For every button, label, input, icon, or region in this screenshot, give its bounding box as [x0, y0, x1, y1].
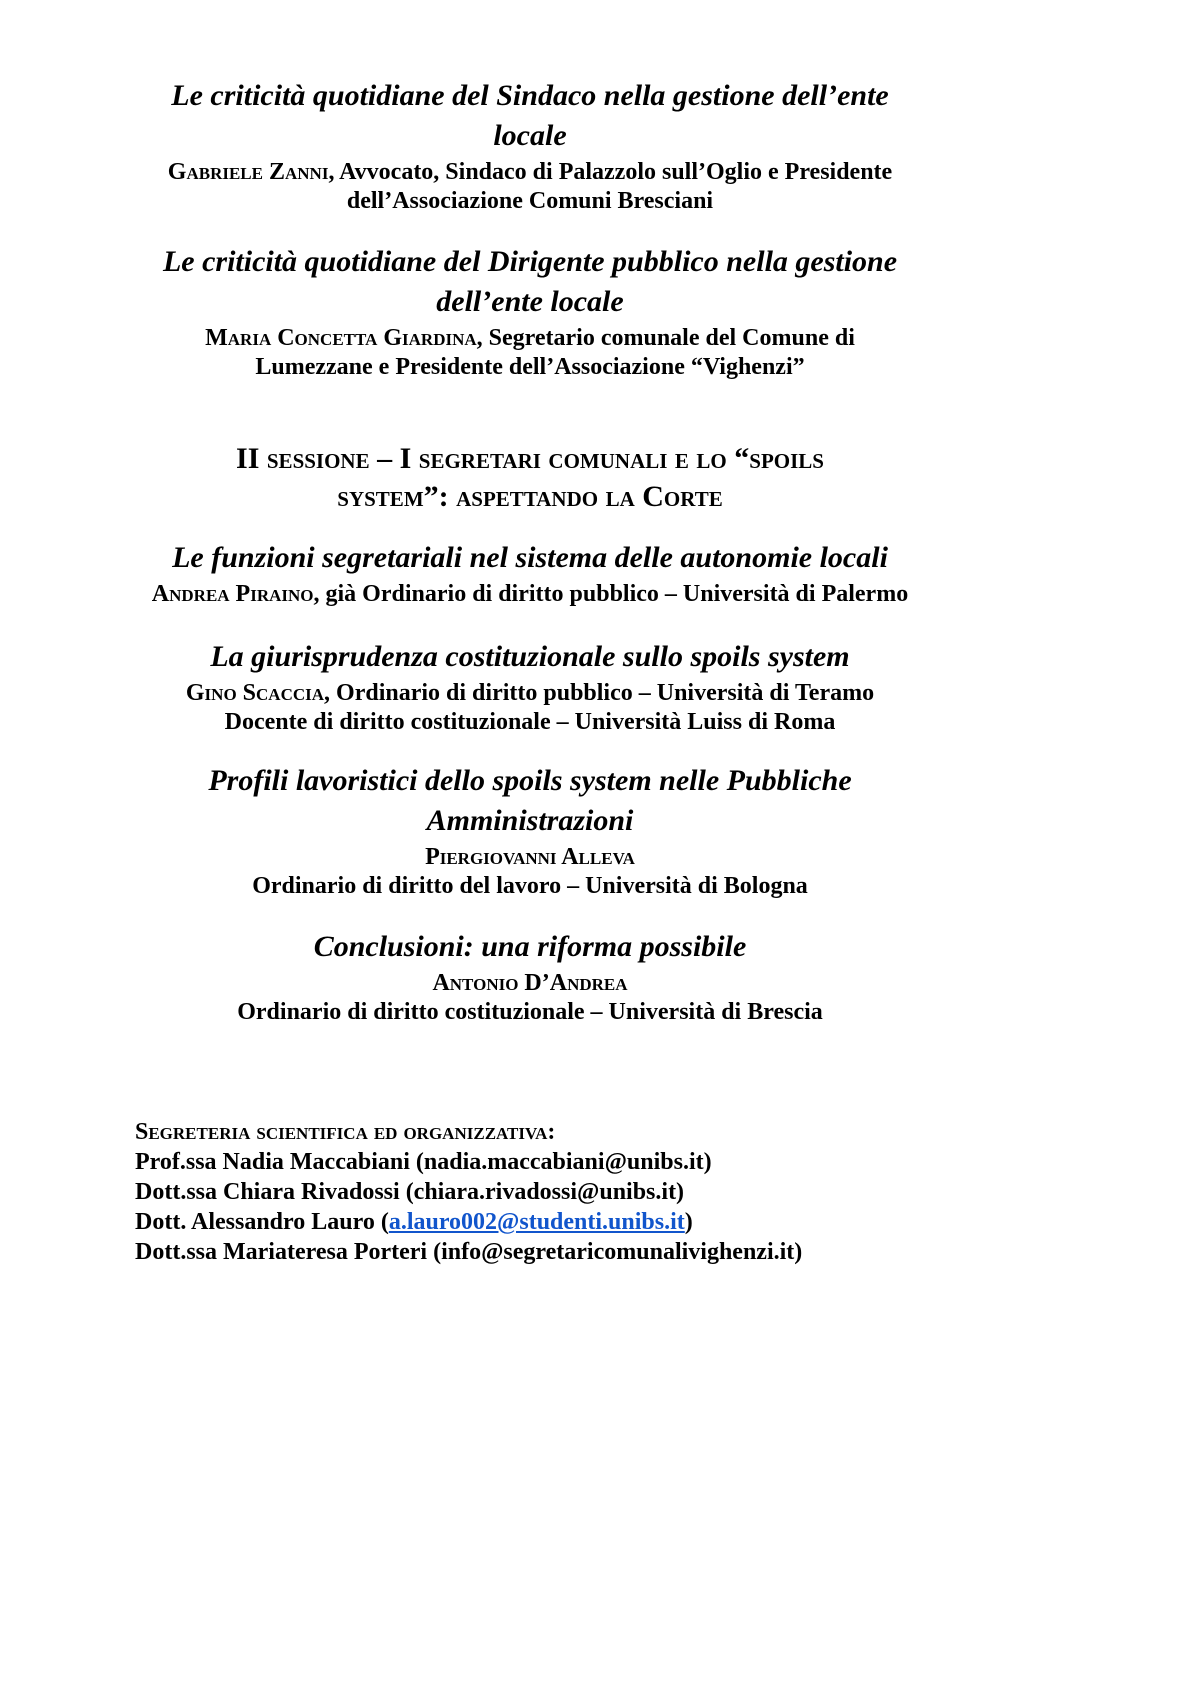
- speaker-line-text: [152, 580, 908, 609]
- email-link[interactable]: a.lauro002@studenti.unibs.it: [388, 1209, 685, 1235]
- talk-title-text: La giurisprudenza costituzionale sullo spoils system: [210, 640, 850, 673]
- speaker-role: Ordinario di diritto del lavoro – Università di Bologna: [252, 873, 808, 899]
- speaker-name: Gino Scaccia: [185, 680, 325, 706]
- secretariat-contact-lauro: [135, 1207, 925, 1237]
- talk-1-speaker: [135, 158, 925, 216]
- speaker-role: , Avvocato, Sindaco di Palazzolo sull’Oglio e Presidente: [328, 159, 893, 185]
- talk-title-text: Amministrazioni: [426, 804, 634, 837]
- talk-1-title: [135, 76, 925, 156]
- talk-5-speaker-line-1: [135, 843, 925, 872]
- contact-prefix: Dott. Alessandro Lauro (: [135, 1209, 389, 1235]
- talk-3-speaker-line-1: [135, 580, 925, 609]
- secretariat-header: Segreteria scientifica ed organizzativa:: [135, 1119, 556, 1145]
- talk-title-text: Conclusioni: una riforma possibile: [313, 930, 747, 963]
- talk-title-text: Le criticità quotidiane del Sindaco nella gestione dell’ente: [171, 79, 889, 112]
- talk-5-speaker-line-2: [135, 872, 925, 901]
- talk-5-title-line-1: [135, 761, 925, 801]
- talk-1-title-line-2: [135, 116, 925, 156]
- speaker-role: , Ordinario di diritto pubblico – Università di Teramo: [324, 680, 875, 706]
- talk-3-speaker: [135, 580, 925, 609]
- talk-6-title-line-1: [135, 927, 925, 967]
- talk-3-title: [135, 538, 925, 578]
- speaker-role: Ordinario di diritto costituzionale – Università di Brescia: [237, 999, 823, 1025]
- session-header-text: II sessione – I segretari comunali e lo “spoils: [236, 442, 824, 475]
- talk-5-title-line-2: [135, 801, 925, 841]
- secretariat-block: [135, 1117, 925, 1267]
- speaker-line-text: [205, 324, 855, 353]
- session-header-text: system”: aspettando la Corte: [337, 480, 723, 513]
- secretariat-contact-rivadossi: Dott.ssa Chiara Rivadossi (chiara.rivadossi@unibs.it): [135, 1179, 685, 1205]
- talk-3-title-line-1: [135, 538, 925, 578]
- talk-title-text: Le funzioni segretariali nel sistema delle autonomie locali: [172, 541, 888, 574]
- speaker-role: , già Ordinario di diritto pubblico – Università di Palermo: [313, 581, 909, 607]
- talk-title-text: dell’ente locale: [436, 285, 624, 318]
- talk-2-speaker-line-1: [135, 324, 925, 353]
- speaker-name: Maria Concetta Giardina: [205, 325, 477, 351]
- talk-6-speaker-line-1: [135, 969, 925, 998]
- talk-4-title: [135, 637, 925, 677]
- talk-2-speaker-line-2: [135, 353, 925, 382]
- secretariat-contact-maccabiani: Prof.ssa Nadia Maccabiani (nadia.maccabiani@unibs.it): [135, 1149, 712, 1175]
- talk-2-speaker: [135, 324, 925, 382]
- speaker-line-text: [168, 158, 892, 187]
- speaker-name: Gabriele Zanni: [167, 159, 329, 185]
- talk-4-speaker-line-2: [135, 708, 925, 737]
- talk-title-text: Le criticità quotidiane del Dirigente pubblico nella gestione: [162, 245, 898, 278]
- session-2-header: [135, 440, 925, 516]
- talk-4-speaker-line-1: [135, 679, 925, 708]
- speaker-role: Docente di diritto costituzionale – Università Luiss di Roma: [224, 709, 836, 735]
- talk-1-speaker-line-2: [135, 187, 925, 216]
- talk-5-title: [135, 761, 925, 841]
- session-header-line-1: [135, 440, 925, 478]
- talk-2-title: [135, 242, 925, 322]
- talk-title-text: Profili lavoristici dello spoils system nelle Pubbliche: [208, 764, 852, 797]
- session-header-line-2: [135, 478, 925, 516]
- speaker-name: Antonio D’Andrea: [432, 970, 628, 996]
- secretariat-contact-porteri: Dott.ssa Mariateresa Porteri (info@segretaricomunalivighenzi.it): [135, 1239, 803, 1265]
- speaker-line-text: [186, 679, 874, 708]
- speaker-name: Andrea Piraino: [151, 581, 314, 607]
- talk-1-title-line-1: [135, 76, 925, 116]
- content-column: [135, 0, 925, 1267]
- talk-5-speaker: [135, 843, 925, 901]
- speaker-role: dell’Associazione Comuni Bresciani: [346, 188, 714, 214]
- talk-4-speaker: [135, 679, 925, 737]
- speaker-role: Lumezzane e Presidente dell’Associazione “Vighenzi”: [255, 354, 805, 380]
- talk-2-title-line-2: [135, 282, 925, 322]
- talk-1-speaker-line-1: [135, 158, 925, 187]
- speaker-role: , Segretario comunale del Comune di: [476, 325, 855, 351]
- talk-6-speaker: [135, 969, 925, 1027]
- talk-2-title-line-1: [135, 242, 925, 282]
- talk-4-title-line-1: [135, 637, 925, 677]
- speaker-name: Piergiovanni Alleva: [425, 844, 635, 870]
- talk-title-text: locale: [493, 119, 567, 152]
- talk-6-title: [135, 927, 925, 967]
- contact-suffix: ): [684, 1209, 693, 1235]
- talk-6-speaker-line-2: [135, 998, 925, 1027]
